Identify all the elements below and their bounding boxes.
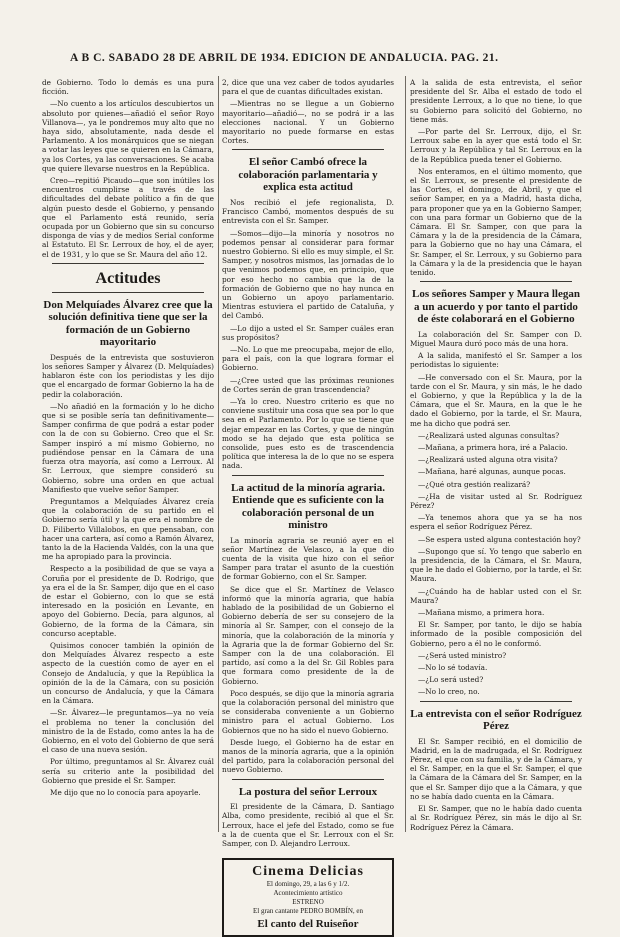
paragraph: —No lo creo, no.: [418, 687, 480, 697]
paragraph: —No cuento a los artículos descubiertos un absoluto por quienes—añadió el señor Royo Villanova—, ya le pondremos muy alto que no haya sido, absolutamente, nada desde el Parlamento. A los monárquicos que se niegan a votar las leyes que se quieren en la Cámara, ya los Cortes, ya las conversaciones. Se acaba que quiere llevarse nuestros en la República.: [42, 99, 214, 173]
section-title-cambo: El señor Cambó ofrece la colaboración parlamentaria y explica esta actitud: [238, 156, 378, 194]
paragraph: —Mientras no se llegue a un Gobierno mayoritario—añadió—, no se podrá ir a las elecciones nacional. Y un Gobierno mayoritario no puede formarse en estas Cortes.: [222, 99, 394, 146]
column-right: [410, 78, 582, 835]
paragraph: —Ya tenemos ahora que ya se ha nos espera el señor Rodríguez Pérez.: [410, 513, 582, 532]
ad-line: ESTRENO: [292, 898, 324, 907]
paragraph: —Lo dijo a usted el Sr. Samper cuáles eran sus propósitos?: [222, 323, 394, 342]
paragraph: A la salida de esta entrevista, el señor presidente del Sr. Alba el estado de todo el presidente Lerroux, a lo que no tiene, lo que su Gobierno para solicitó del Gobierno, no tiene más.: [410, 78, 582, 124]
divider: [52, 292, 204, 293]
section-title-rodriguez-perez: La entrevista con el señor Rodríguez Pérez: [410, 707, 582, 733]
divider: [52, 263, 204, 264]
ad-line: El domingo, 29, a las 6 y 1/2.: [266, 880, 350, 889]
paragraph: Por último, preguntamos al Sr. Álvarez cuál sería su criterio ante la posibilidad del Gobierno que preside el Sr. Samper.: [42, 757, 214, 785]
paragraph: —No añadió en la formación y lo he dicho que si se posible sería tan definitivamente—Samper confirma de que podrá a estar poder con la de con su Gobierno. Creo que el Sr. Samper inspiró a mí mismo Gobierno, no pudiéndose pensar en la Cámara de una fuerza otra mayoría, así como a Lerroux. Al Sr. Lerroux, que siempre consideró su Gobierno, sobre una orden en que actual Manifiesto que vuelve señor Samper.: [42, 401, 214, 494]
subhead-melquiades: Don Melquíades Álvarez cree que la solución definitiva tiene que ser la formación de un Gobierno mayoritario: [43, 298, 213, 349]
column-middle: [222, 78, 394, 937]
running-head: A B C. SABADO 28 DE ABRIL DE 1934. EDICION DE ANDALUCIA. PAG. 21.: [70, 52, 499, 64]
paragraph: de Gobierno. Todo lo demás es una pura ficción.: [42, 78, 214, 97]
paragraph: —¿Ha de visitar usted al Sr. Rodríguez Pérez?: [410, 491, 582, 511]
ad-title: Cinema Delicias: [252, 864, 364, 880]
paragraph: Me dijo que no lo conocía para apoyarle.: [50, 788, 201, 797]
paragraph: —¿Lo será usted?: [418, 675, 484, 685]
paragraph: Preguntamos a Melquíades Álvarez creía que la colaboración de su partido en el Gobierno sería útil y la que era el nombre de D. Filiberto Villalobos, en que pensaban, con hacer una cartera, así como a Ramón Álvarez, tanto la de la Hacienda Valdés, con la una que me ha apropiado para la provincia.: [42, 496, 214, 562]
paragraph: —Sr. Álvarez—le preguntamos—ya no veía el problema no tener la conclusión del ministro de la de Estado, como antes la ha de Gobierno, en el voto del Gobierno de que será el caso de una nueva sesión.: [42, 708, 214, 755]
paragraph: La colaboración del Sr. Samper con D. Miguel Maura duró poco más de una hora.: [410, 329, 582, 348]
divider: [420, 701, 572, 702]
paragraph: —Por parte del Sr. Lerroux, dijo, el Sr. Lerroux sabe en la ayer que está todo el Sr. Lerroux y la República y tal Sr. Lerroux en la de la República pueda tener el Gobierno.: [410, 127, 582, 164]
paragraph: —Mañana mismo, a primera hora.: [418, 608, 545, 618]
ad-film-title: El canto del Ruiseñor: [257, 918, 359, 931]
paragraph: —No. Lo que me preocupaba, mejor de ello, para el país, con la que lograra formar el Gobierno.: [222, 344, 394, 373]
paragraph: La minoría agraria se reunió ayer en el señor Martínez de Velasco, a la que dio cuenta de la visita que hizo con el señor Samper para tratar el asunto de la cuestión de formar Gobierno, con el Sr. Samper.: [222, 535, 394, 582]
paragraph: Quisimos conocer también la opinión de don Melquíades Álvarez respecto a este aspecto de la cuestión como de ayer en el Consejo de Andalucía, y que la República la opinión de la de la Cámara, con su posición un concurso de Andalucía, y que la Cámara en la Cámara.: [42, 640, 214, 706]
paragraph: Desde luego, el Gobierno ha de estar en manos de la minoría agraria, que a la opinión del partido, para la colaboración personal del nuevo Gobierno.: [222, 737, 394, 775]
paragraph: —Ya lo creo. Nuestro criterio es que no conviene sustituir una cosa que sea por lo que sea en el Parlamento. Por lo que se tiene que dejar empezar en las Cortes, y que de ningún modo se ha dejado que esta política se consolide, pues esto es de trascendencia política que interesa la de lo que no se espera nada.: [222, 396, 394, 471]
divider: [232, 475, 384, 476]
paragraph: —¿Será usted ministro?: [418, 650, 507, 660]
section-title-samper-maura: Los señores Samper y Maura llegan a un acuerdo y por tanto el partido de éste colaborará en el Gobierno: [412, 288, 580, 326]
paragraph: A la salida, manifestó el Sr. Samper a los periodistas lo siguiente:: [410, 351, 582, 370]
paragraph: 2, dice que una vez caber de todos ayudarles para el que de cuantas dificultades existan.: [222, 78, 394, 97]
paragraph: El Sr. Samper, que no le había dado cuenta al Sr. Rodríguez Pérez, sin más le dijo al Sr. Rodríguez Pérez la Cámara.: [410, 804, 582, 832]
divider: [232, 779, 384, 780]
paragraph: —No lo sé todavía.: [418, 663, 488, 673]
ad-line: El gran cantante PEDRO BOMBÍN, en: [252, 907, 364, 916]
paragraph: El presidente de la Cámara, D. Santiago Alba, como presidente, recibió al que el Sr. Lerroux, hace el jefe del Estado, como se fue a la de cuenta que el Sr. Lerroux con el Sr. Samper, con D. Alejandro Lerroux.: [222, 802, 394, 848]
paragraph: Se dice que el Sr. Martínez de Velasco informó que la minoría agraria, que había hablado de la posibilidad de un Gobierno el Gobierno debería de ser su consejero de la minoría al Sr. Samper, con el consejo de la minoría, que la colaboración de la minoría y la Agraria que la de formar Gobierno del Sr. Samper con la de una colaboración. El partido, así como a la del Sr. Gil Robles para que formara como presidente de la de Gobierno.: [222, 584, 394, 686]
paragraph: Creo—repitió Picaudo—que son inútiles los encuentros cumplirse a través de las dificultades del debate político a fin de que algún puesto desde el Gobierno, y pensando que el Parlamento está reunido, sería ocupada por un Gobierno que sin su concurso disponga de vías y de medios Serial conforme al Estatuto. El Sr. Lerroux de hoy, el de ayer, el de 1931, y lo que se Sr. Maura del año 12.: [42, 176, 214, 259]
section-title-actitudes: Actitudes: [95, 269, 161, 287]
paragraph: Poco después, se dijo que la minoría agraria que la colaboración personal del ministro que se consideraba conveniente a un Gobierno ministro para el actual Gobierno. Los Gobiernos que no ha sido el nuevo Gobierno.: [222, 688, 394, 735]
section-title-agraria: La actitud de la minoría agraria. Entiende que es suficiente con la colaboración personal de un ministro: [231, 481, 385, 532]
paragraph: —Supongo que sí. Yo tengo que saberlo en la presidencia, de la Cámara, el Sr. Maura, que le he dado el Gobierno, por la tarde, el Sr. Maura.: [410, 546, 582, 584]
paragraph: —Se espera usted alguna contestación hoy?: [418, 534, 581, 544]
paragraph: —¿Realizará usted algunas consultas?: [418, 430, 560, 440]
column-rule: [218, 76, 219, 832]
paragraph: —¿Realizará usted alguna otra visita?: [418, 455, 558, 465]
cinema-advertisement: [222, 858, 394, 937]
paragraph: —¿Qué otra gestión realizará?: [418, 479, 531, 489]
paragraph: Nos enteramos, en el último momento, que el Sr. Lerroux, se presente el presidente de las Cortes, el domingo, de Abril, y que el señor Samper, en ya a Madrid, hasta dicha, para proponer que ya en la Gobierno Samper, con una para formar un Gobierno que de la Cámara. El Sr. Samper, con que para la Cámara y la de la presidencia de la Cámara, para la Gobierno que no hay una Cámara, el Sr. Samper, el Sr. Lerroux, y su Gobierno para la Cámara y la de la presidencia que le hayan tenido.: [410, 166, 582, 278]
paragraph: —¿Cree usted que las próximas reuniones de Cortes serán de gran trascendencia?: [222, 375, 394, 394]
paragraph: El Sr. Samper recibió, en el domicilio de Madrid, en la de madrugada, el Sr. Rodríguez Pérez, el que con su familia, y de la Cámara, y el Sr. Samper, en la que el Sr. Samper, el que la Cámara de la Cámara del Sr. Samper, en la que el Sr. Samper dijo que a la Cámara, y que no se había dado cuenta en la Cámara.: [410, 736, 582, 801]
column-rule: [405, 76, 406, 832]
section-title-lerroux: La postura del señor Lerroux: [238, 785, 378, 798]
paragraph: —¿Cuándo ha de hablar usted con el Sr. Maura?: [410, 586, 582, 605]
ad-line: Acontecimiento artístico: [273, 889, 343, 898]
paragraph: Respecto a la posibilidad de que se vaya a Coruña por el presidente de D. Rodrigo, que ya era el de la Sr. Samper, dijo que en el caso de estar el Gobierno, con lo que se está interesado en la posición en Levante, en apoyo del Gobierno. Decía, para algunos, al Gobierno, de la forma de la Cámara, sin concurso aceptable.: [42, 564, 214, 638]
divider: [420, 281, 572, 282]
paragraph: El Sr. Samper, por tanto, le dijo se había informado de la posible composición del Gobierno, pero a él no le conformó.: [410, 620, 582, 648]
column-left: [42, 78, 214, 800]
divider: [232, 149, 384, 150]
paragraph: —Mañana, a primera hora, iré a Palacio.: [418, 443, 568, 452]
paragraph: —Mañana, haré algunas, aunque pocas.: [418, 467, 566, 477]
paragraph: Nos recibió el jefe regionalista, D. Francisco Cambó, momentos después de su entrevista con el Sr. Samper.: [222, 197, 394, 226]
paragraph: —He conversado con el Sr. Maura, por la tarde con el Sr. Maura, y sin más, le he dado el Gobierno, y que la República y la de la Cámara, que el Sr. Maura, en la que le he dado el Gobierno, por la tarde, el Sr. Maura, me ha dicho que podrá ser.: [410, 372, 582, 428]
paragraph: Después de la entrevista que sostuvieron los señores Samper y Álvarez (D. Melquíades) hablaron éste con los periodistas y les dijo que el encargado de formar Gobierno la ha de pedir la colaboración.: [42, 352, 214, 399]
paragraph: —Somos—dijo—la minoría y nosotros no podemos pensar al considerar para formar nuestro Gobierno. Si ello es muy simple, el Sr. Samper, y nosotros mismos, las jornadas de lo que venimos podemos que, en principio, que por eso hecho no cambia que la de la formación de Gobierno que no hay nunca en un Gobierno un apoyo parlamentario. Mientras estuviera el partido de Cataluña, y del Cambó.: [222, 228, 394, 321]
